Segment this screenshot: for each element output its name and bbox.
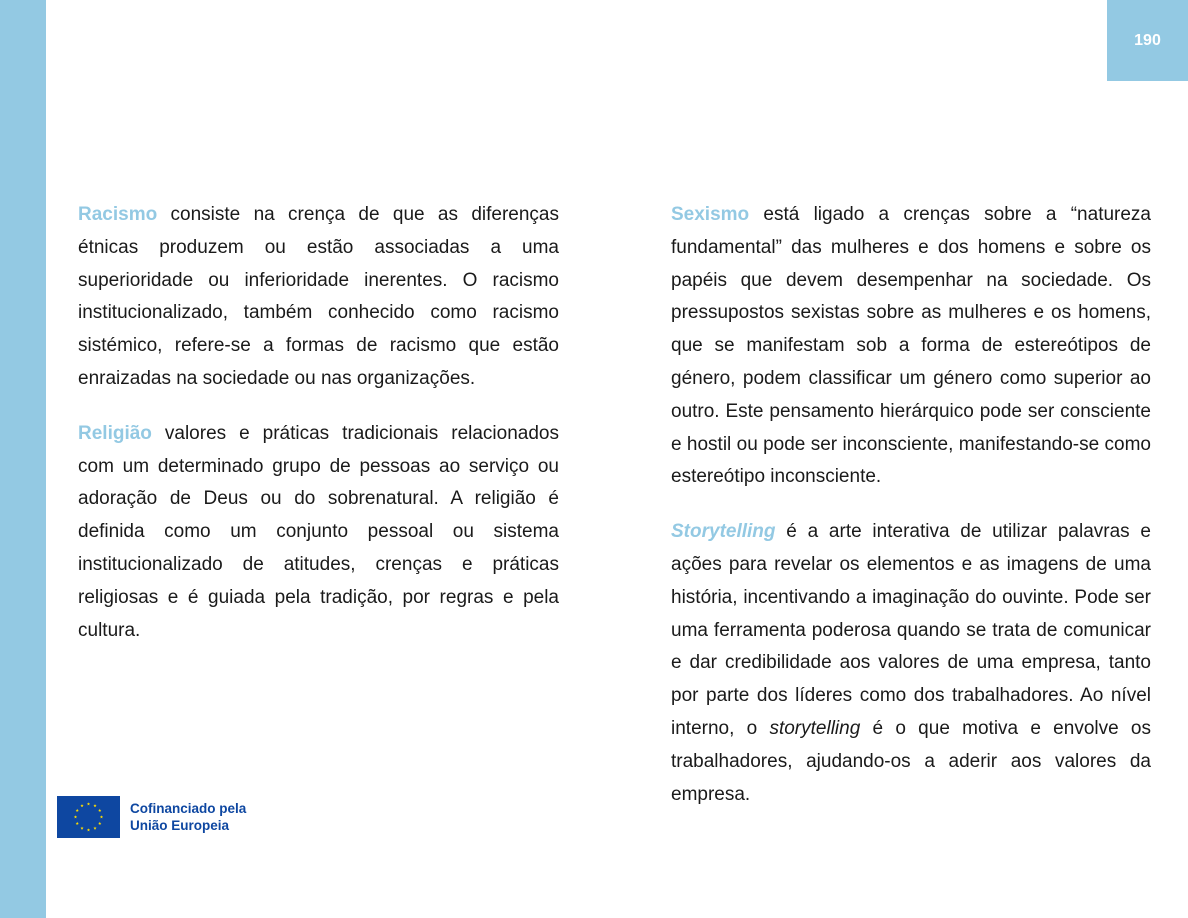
definition-religiao — [78, 418, 559, 648]
page-number: 190 — [1107, 0, 1188, 81]
eu-cofunding-text — [130, 800, 246, 835]
definition-storytelling — [671, 516, 1151, 811]
eu-flag-icon — [57, 796, 120, 838]
definition-racismo — [78, 199, 559, 396]
definition-sexismo — [671, 199, 1151, 494]
right-column — [671, 199, 1151, 811]
eu-text-line-1: Cofinanciado pela — [130, 800, 247, 816]
definition-storytelling-text-1: é a arte interativa de utilizar palavras e ações para revelar os elementos e as imagens de uma história, incentivando a imaginação do ouvinte. Pode ser uma ferramenta poderosa quando se trata de comunicar e dar credibilidade aos valores de uma empresa, tanto por parte dos líderes como dos trabalhadores. Ao nível interno, o — [671, 521, 1151, 739]
definition-storytelling-text-2: é o que motiva e envolve os trabalhadores, ajudando-os a aderir aos valores da empresa. — [671, 717, 1151, 805]
term-religiao: Religião — [78, 422, 152, 444]
storytelling-italic-word: storytelling — [769, 717, 861, 739]
term-storytelling: Storytelling — [671, 521, 776, 543]
definition-religiao-text: valores e práticas tradicionais relacionados com um determinado grupo de pessoas ao serviço ou adoração de Deus ou do sobrenatural. A religião é definida como um conjunto pessoal ou sistema institucionalizado de atitudes, crenças e práticas religiosas e é guiada pela tradição, por regras e pela cultura. — [78, 422, 559, 641]
definition-sexismo-text: está ligado a crenças sobre a “natureza fundamental” das mulheres e dos homens e sobre os papéis que devem desempenhar na sociedade. Os pressupostos sexistas sobre as mulheres e os homens, que se manifestam sob a forma de estereótipos de género, podem classificar um género como superior ao outro. Este pensamento hierárquico pode ser consciente e hostil ou pode ser inconsciente, manifestando-se como estereótipo inconsciente. — [671, 204, 1151, 488]
term-racismo: Racismo — [78, 204, 158, 225]
definition-racismo-text: consiste na crença de que as diferenças étnicas produzem ou estão associadas a uma superioridade ou inferioridade inerentes. O racismo institucionalizado, também conhecido como racismo sistémico, refere-se a formas de racismo que estão enraizadas na sociedade ou nas organizações. — [78, 204, 559, 389]
eu-text-line-2: União Europeia — [130, 818, 230, 833]
term-sexismo: Sexismo — [671, 204, 750, 225]
left-column — [78, 199, 559, 647]
eu-cofunding-logo — [57, 796, 246, 838]
left-accent-bar — [0, 0, 46, 918]
